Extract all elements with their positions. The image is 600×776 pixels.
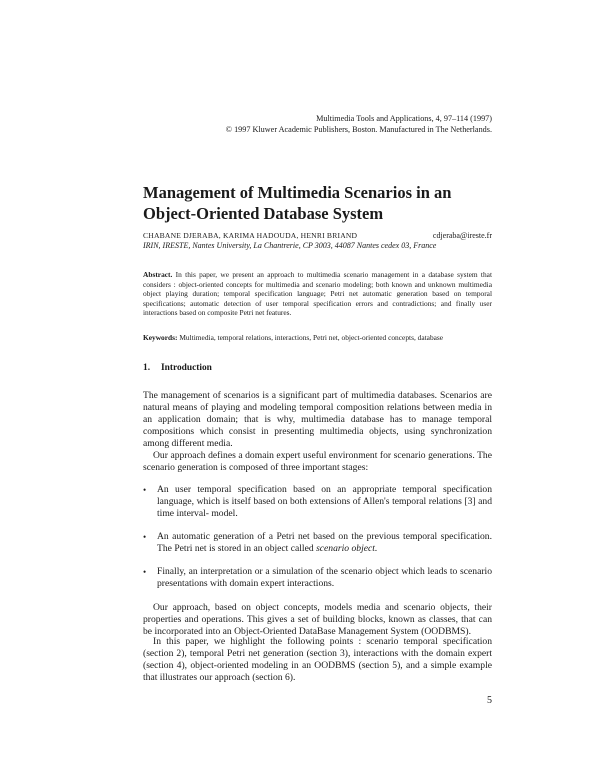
list-item: [143, 531, 492, 555]
list-item-text-italic: scenario object.: [316, 543, 378, 554]
abstract-label: Abstract.: [143, 270, 173, 279]
keywords: [143, 333, 492, 343]
intro-paragraph-4: In this paper, we highlight the following points : scenario temporal specification (section 2), temporal Petri net generation (section 3), interactions with the domain expert (section 4), object-oriented modeling in an OODBMS (section 5), and a simple example that illustrates our approach (section 6).: [143, 636, 492, 683]
intro-paragraph-1: The management of scenarios is a significant part of multimedia databases. Scenarios are natural means of playing and modeling temporal composition relations between media in an application domain; that is why, multimedia database has to manage temporal compositions which consist in presenting multimedia objects, using synchronization among different media.: [143, 390, 492, 449]
author-list: CHABANE DJERABA, KARIMA HADOUDA, HENRI BRIAND: [143, 231, 358, 240]
list-item: [143, 566, 492, 590]
copyright-line: © 1997 Kluwer Academic Publishers, Boston. Manufactured in The Netherlands.: [225, 125, 492, 134]
page-number: 5: [487, 695, 492, 706]
author-email: cdjeraba@ireste.fr: [432, 231, 492, 240]
list-item-text: An user temporal specification based on an appropriate temporal specification language, which is itself based on both extensions of Allen's temporal relations [3] and time interval- model.: [157, 484, 492, 519]
section-heading: [143, 363, 212, 373]
paper-title: Management of Multimedia Scenarios in an Object-Oriented Database System: [143, 183, 452, 223]
bullet-icon: •: [143, 567, 147, 577]
intro-paragraph-3: Our approach, based on object concepts, models media and scenario objects, their properties and operations. This gives a set of building blocks, known as classes, that can be incorporated into an Object-Oriented DataBase Management System (OODBMS).: [143, 602, 492, 637]
journal-citation: Multimedia Tools and Applications, 4, 97–114 (1997): [316, 114, 492, 123]
section-title: Introduction: [161, 363, 212, 373]
bullet-icon: •: [143, 532, 147, 542]
keywords-text: Multimedia, temporal relations, interactions, Petri net, object-oriented concepts, database: [179, 333, 444, 342]
intro-paragraph-2: Our approach defines a domain expert useful environment for scenario generations. The scenario generation is composed of three important stages:: [143, 450, 492, 473]
section-number: 1.: [143, 363, 151, 373]
abstract-text: In this paper, we present an approach to multimedia scenario management in a database system that considers : object-oriented concepts for multimedia and scenario modeling; both known and unknown multimedia object playing duration; temporal specification language; Petri net automatic generation based on temporal specifications; automatic detection of user temporal specification errors and contradictions; and finally user interactions based on composite Petri net features.: [143, 270, 492, 318]
author-affiliation: IRIN, IRESTE, Nantes University, La Chantrerie, CP 3003, 44087 Nantes cedex 03, France: [143, 241, 437, 250]
bullet-icon: •: [143, 485, 147, 495]
keywords-label: Keywords:: [143, 333, 178, 342]
list-item-text-main: An automatic generation of a Petri net based on the previous temporal specification. The Petri net is stored in an object called: [157, 531, 492, 554]
abstract: [143, 270, 492, 318]
list-item-text: Finally, an interpretation or a simulation of the scenario object which leads to scenario presentations with domain expert interactions.: [157, 566, 492, 589]
list-item-text: [157, 531, 492, 555]
list-item: [143, 484, 492, 520]
journal-header: [226, 113, 492, 135]
